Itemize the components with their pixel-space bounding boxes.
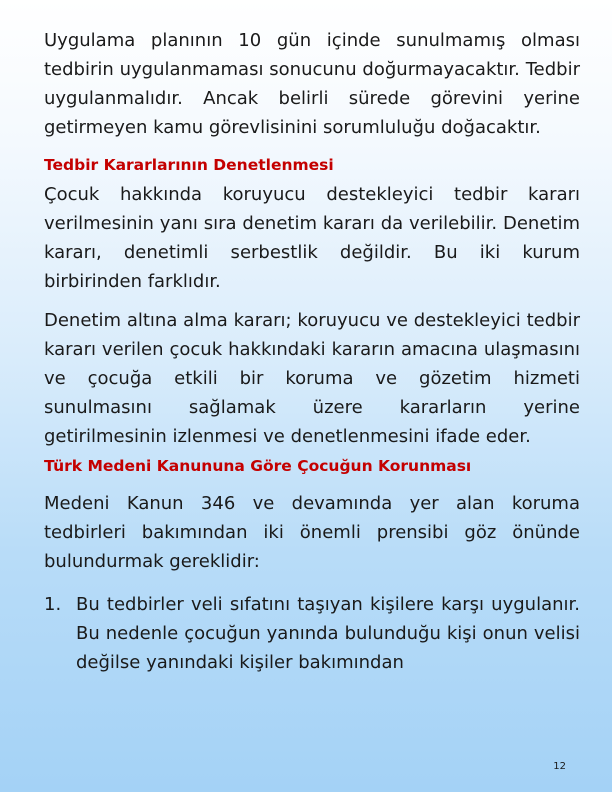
heading-measure-decisions-supervision: Tedbir Kararlarının Denetlenmesi: [44, 156, 334, 174]
principles-list: [44, 590, 580, 677]
list-item: [44, 590, 580, 677]
page-number: 12: [553, 761, 566, 772]
heading-child-protection-civil-code: Türk Medeni Kanununa Göre Çocuğun Korunması: [44, 457, 472, 475]
paragraph-supervision-definition: Denetim altına alma kararı; koruyucu ve destekleyici tedbir kararı verilen çocuk hakkındaki kararın amacına ulaşmasını ve çocuğa etkili bir koruma ve gözetim hizmeti sunulmasını sağlamak üzere kararların yerine getirilmesinin izlenmesi ve denetlenmesini ifade eder.: [44, 310, 580, 447]
list-item-number: 1.: [44, 594, 62, 615]
paragraph-civil-code-principles: Medeni Kanun 346 ve devamında yer alan koruma tedbirleri bakımından iki önemli prensibi göz önünde bulundurmak gereklidir:: [44, 493, 580, 572]
paragraph-implementation-plan: Uygulama planının 10 gün içinde sunulmamış olması tedbirin uygulanmaması sonucunu doğurmayacaktır. Tedbir uygulanmalıdır. Ancak belirli sürede görevini yerine getirmeyen kamu görevlisinini sorumluluğu doğacaktır.: [44, 30, 580, 138]
list-item-text: Bu tedbirler veli sıfatını taşıyan kişilere karşı uygulanır. Bu nedenle çocuğun yanında bulunduğu kişi onun velisi değilse yanındaki kişiler bakımından: [76, 594, 580, 673]
paragraph-supervision-decision: Çocuk hakkında koruyucu destekleyici tedbir kararı verilmesinin yanı sıra denetim kararı da verilebilir. Denetim kararı, denetimli serbestlik değildir. Bu iki kurum birbirinden farklıdır.: [44, 184, 580, 292]
